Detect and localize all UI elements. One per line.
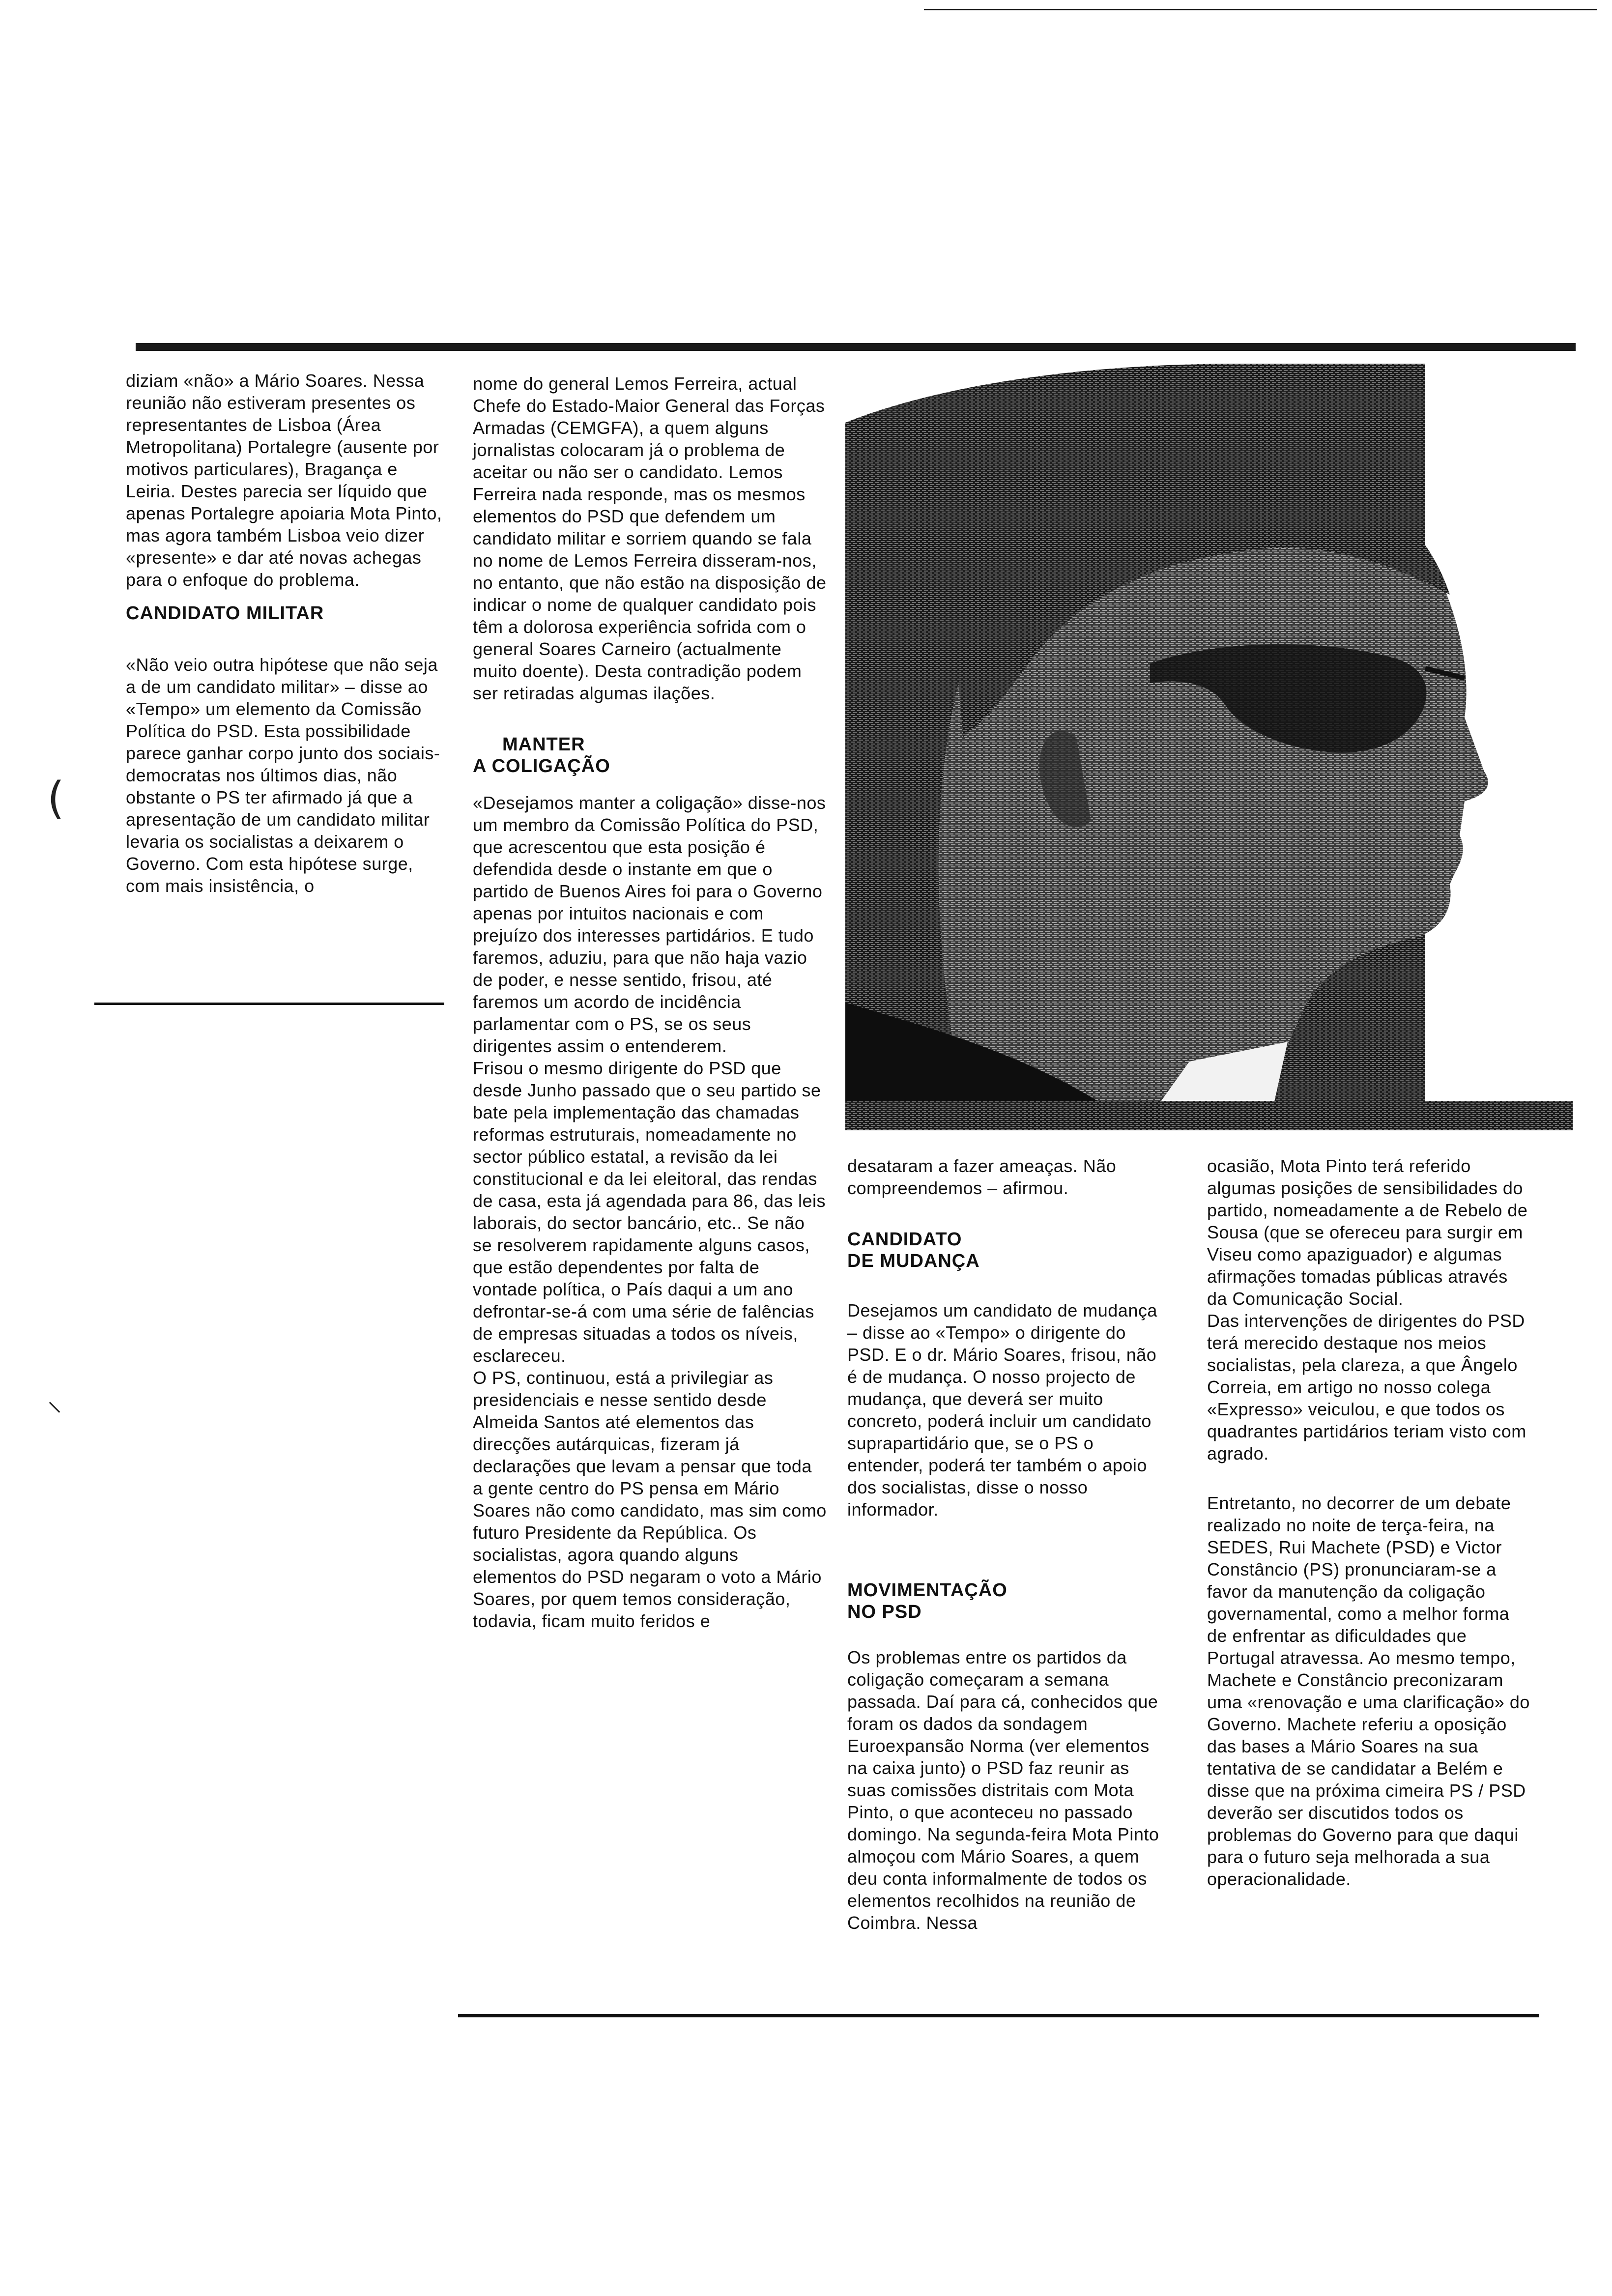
col3-heading-line2: DE MUDANÇA [847, 1251, 980, 1271]
col1-paragraph-2: «Não veio outra hipótese que não seja a de um candidato militar» – disse ao «Tempo» um elemento da Comissão Política do PSD. Esta possibilidade parece ganhar corpo junto dos sociais-democratas nos últimos dias, não obstante o PS ter afirmado já que a apresentação de um candidato militar levaria os socialistas a deixarem o Governo. Com esta hipótese surge, com mais insistência, o [126, 655, 440, 896]
col2-heading-line1: MANTER [502, 734, 585, 755]
col3-heading-line1: CANDIDATO [847, 1229, 962, 1250]
column-4 [1207, 1155, 1531, 1890]
col3-heading2-block [847, 1579, 1167, 1623]
portrait-illustration [845, 364, 1573, 1130]
col4-paragraph-1: ocasião, Mota Pinto terá referido algumas posições de sensibilidades do partido, nomeadamente a de Rebelo de Sousa (que se ofereceu para surgir em Viseu como apaziguador) e algumas afirmações tomadas públicas através da Comunicação Social. [1207, 1156, 1528, 1309]
col1-bottom-rule [94, 1003, 444, 1005]
col3-heading2-line1: MOVIMENTAÇÃO [847, 1580, 1008, 1601]
col3-paragraph-2: Desejamos um candidato de mudança – disse ao «Tempo» o dirigente do PSD. E o dr. Mário Soares, frisou, não é de mudança. O nosso projecto de mudança, que deverá ser muito concreto, poderá incluir um candidato suprapartidário que, se o PS o entender, poderá ter também o apoio dos socialistas, disse o nosso informador. [847, 1300, 1157, 1520]
header-rule [136, 343, 1576, 351]
portrait-photo [845, 364, 1573, 1130]
col1-heading: CANDIDATO MILITAR [126, 603, 324, 624]
column-1 [126, 370, 445, 897]
col3-paragraph-3: Os problemas entre os partidos da coligação começaram a semana passada. Daí para cá, conhecidos que foram os dados da sondagem Euroexpansão Norma (ver elementos na caixa junto) o PSD faz reunir as suas comissões distritais com Mota Pinto, o que aconteceu no passado domingo. Na segunda-feira Mota Pinto almoçou com Mário Soares, a quem deu conta informalmente de todos os elementos recolhidos na reunião de Coimbra. Nessa [847, 1647, 1159, 1933]
col3-heading2-line2: NO PSD [847, 1602, 922, 1622]
scan-mark-bracket: ( [47, 773, 65, 824]
col1-paragraph-1: diziam «não» a Mário Soares. Nessa reunião não estiveram presentes os representantes de Lisboa (Área Metropolitana) Portalegre (ausente por motivos particulares), Bragança e Leiria. Destes parecia ser líquido que apenas Portalegre apoiaria Mota Pinto, mas agora também Lisboa veio dizer «presente» e dar até novas achegas para o enfoque do problema. [126, 371, 442, 590]
column-2 [473, 373, 827, 1632]
col2-paragraph-3: Frisou o mesmo dirigente do PSD que desde Junho passado que o seu partido se bate pela implementação das chamadas reformas estruturais, nomeadamente no sector público estatal, a revisão da lei constitucional e da lei eleitoral, das rendas de casa, esta já agendada para 86, das leis laborais, do sector bancário, etc.. Se não se resolverem rapidamente alguns casos, que estão dependentes por falta de vontade política, o País daqui a um ano defrontar-se-á com uma série de falências de empresas situadas a todos os níveis, esclareceu. [473, 1058, 826, 1366]
col2-paragraph-2: «Desejamos manter a coligação» disse-nos um membro da Comissão Política do PSD, que acrescentou que esta posição é defendida desde o instante em que o partido de Buenos Aires foi para o Governo apenas por intuitos nacionais e com prejuízo dos interesses partidários. E tudo faremos, aduziu, para que não haja vazio de poder, e nesse sentido, frisou, até faremos um acordo de incidência parlamentar com o PS, se os seus dirigentes assim o entenderem. [473, 793, 826, 1056]
col4-paragraph-3: Entretanto, no decorrer de um debate realizado no noite de terça-feira, na SEDES, Rui Machete (PSD) e Victor Constâncio (PS) pronunciaram-se a favor da manutenção da coligação governamental, como a melhor forma de enfrentar as dificuldades que Portugal atravessa. Ao mesmo tempo, Machete e Constâncio preconizaram uma «renovação e uma clarificação» do Governo. Machete referiu a oposição das bases a Mário Soares na sua tentativa de se candidatar a Belém e disse que na próxima cimeira PS / PSD deverão ser discutidos todos os problemas do Governo para que daqui para o futuro seja melhorada a sua operacionalidade. [1207, 1493, 1530, 1889]
col4-paragraph-2: Das intervenções de dirigentes do PSD terá merecido destaque nos meios socialistas, pela clareza, a que Ângelo Correia, em artigo no nosso colega «Expresso» veiculou, e que todos os quadrantes partidários teriam visto com agrado. [1207, 1311, 1526, 1464]
column-3 [847, 1155, 1167, 1934]
bottom-rule [458, 2014, 1539, 2017]
col2-heading-block [473, 734, 827, 777]
col3-paragraph-1: desataram a fazer ameaças. Não compreendemos – afirmou. [847, 1156, 1117, 1198]
top-rule [924, 9, 1597, 10]
col2-paragraph-1: nome do general Lemos Ferreira, actual Chefe do Estado-Maior General das Forças Armadas (CEMGFA), a quem alguns jornalistas colocaram já o problema de aceitar ou não ser o candidato. Lemos Ferreira nada responde, mas os mesmos elementos do PSD que defendem um candidato militar e sorriem quando se fala no nome de Lemos Ferreira disseram-nos, no entanto, que não estão na disposição de indicar o nome de qualquer candidato pois têm a dolorosa experiência sofrida com o general Soares Carneiro (actualmente muito doente). Desta contradição podem ser retiradas algumas ilações. [473, 373, 827, 703]
scan-mark-hook: ⸜ [47, 1383, 62, 1418]
col2-heading-line2: A COLIGAÇÃO [473, 756, 610, 776]
col2-paragraph-4: O PS, continuou, está a privilegiar as presidenciais e nesse sentido desde Almeida Santos até elementos das direcções autárquicas, fizeram já declarações que levam a pensar que toda a gente centro do PS pensa em Mário Soares não como candidato, mas sim como futuro Presidente da República. Os socialistas, agora quando alguns elementos do PSD negaram o voto a Mário Soares, por quem temos consideração, todavia, ficam muito feridos e [473, 1368, 827, 1631]
col3-heading-block [847, 1229, 1167, 1272]
